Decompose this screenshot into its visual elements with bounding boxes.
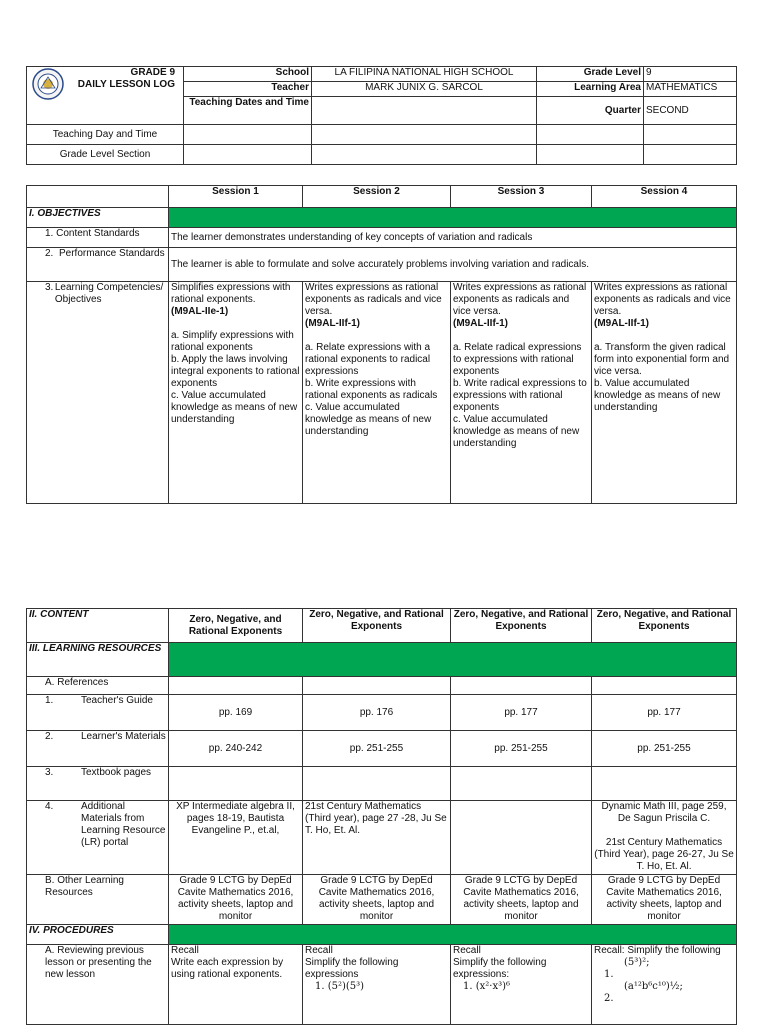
teacher-value: MARK JUNIX G. SARCOL: [312, 82, 537, 97]
objectives-table: Session 1 Session 2 Session 3 Session 4 I. OBJECTIVES 1. Content Standards The learner demonstrates understanding of key concepts of variation and radicals 2. Performance Standards The learner is able to formulate and solve accurately problems involving variation and radicals. 3. Learning Competencies/ Objectives Simplifies expressions with rational exponents. (M9AL-IIe-1) a. Simplify expressions with rational exponents b. Apply the laws involving integral exponents to rational exponents c. Value accumulated knowledge as means of new understanding Writes expressions as rational exponents as radicals and vice versa. (M9AL-IIf-1) a. Relate expressions with a rational exponents to radical expressions b. Write expressions with rational exponents as radicals c. Value accumulated knowledge as means of new understanding Writes expressions as rational exponents as radicals and vice versa. (M9AL-IIf-1) a. Relate radical expressions to expressions with rational exponents b. Write radical expressions to expressions with rational exponents c. Value accumulated knowledge as means of new understanding Writes expressions as rational exponents as radicals and vice versa. (M9AL-IIf-1) a. Transform the given radical form into exponential form and vice versa. b. Value accumulated knowledge as means of new understanding: [26, 185, 737, 504]
other-resources-3: Grade 9 LCTG by DepEd Cavite Mathematics 2016, activity sheets, laptop and monitor: [451, 875, 592, 925]
competencies-session-3: Writes expressions as rational exponents as radicals and vice versa. (M9AL-IIf-1) a. Relate radical expressions to expressions with rational exponents b. Write radical expressions to expressions with rational exponents c. Value accumulated knowledge as means of new understanding: [451, 282, 592, 504]
lm-value-4: pp. 251-255: [592, 731, 737, 767]
content-heading: II. CONTENT: [27, 609, 169, 643]
session-1-header: Session 1: [169, 186, 303, 208]
teaching-day-label: Teaching Day and Time: [27, 125, 184, 145]
performance-standards-text: The learner is able to formulate and solve accurately problems involving variation and radicals.: [169, 248, 737, 282]
grade-level-value: 9: [644, 67, 737, 82]
tg-value-4: pp. 177: [592, 695, 737, 731]
review-label: A. Reviewing previous lesson or presenting the new lesson: [27, 945, 169, 1025]
log-title: DAILY LESSON LOG: [77, 79, 175, 90]
objectives-green-band: [169, 208, 737, 228]
teacher-label: Teacher: [184, 82, 312, 97]
other-resources-4: Grade 9 LCTG by DepEd Cavite Mathematics 2016, activity sheets, laptop and monitor: [592, 875, 737, 925]
content-table: II. CONTENT Zero, Negative, and Rational Exponents Zero, Negative, and Rational Exponents Zero, Negative, and Rational Exponents Zero, Negative, and Rational Exponents III. LEARNING RESOURCES A. References 1. Teacher's Guide pp. 169 pp. 176 pp. 177 pp. 177 2. Learner's Materials pp. 240-242 pp. 251-255 pp. 251-255 pp. 251-255 3. Textbook pages 4. Additional Materials from Learning Resource (LR) portal XP Intermediate algebra II, pages 18-19, Bautista Evangeline P., et.al, 21st Century Mathematics (Third year), page 27 -28, Ju Se T. Ho, Et. Al. Dynamic Math III, page 259, De Sagun Priscila C. 21st Century Mathematics (Third Year), page 26-27, Ju Se T. Ho, Et. Al. B. Other Learning Resources Grade 9 LCTG by DepEd Cavite Mathematics 2016, activity sheets, laptop and monitor Grade 9 LCTG by DepEd Cavite Mathematics 2016, activity sheets, laptop and monitor Grade 9 LCTG by DepEd Cavite Mathematics 2016, activity sheets, laptop and monitor Grade 9 LCTG by DepEd Cavite Mathematics 2016, activity sheets, laptop and monitor IV. PROCEDURES A. Reviewing previous lesson or presenting the new lesson Recall Write each expression by using rational exponents. Recall Simplify the following expressions 1. (5²)(5³) Recall Simplify the following expressions: 1. (x²·x³)⁶ Recall: Simplify the following (5³)²; 1. (a¹²b⁶c¹⁰)½; 2.: [26, 608, 737, 1025]
lm-value-2: pp. 251-255: [303, 731, 451, 767]
additional-materials-label: Additional Materials from Learning Resource (LR) portal: [81, 801, 166, 848]
content-title-4: Zero, Negative, and Rational Exponents: [592, 609, 737, 643]
review-session-2: Recall Simplify the following expressions 1. (5²)(5³): [303, 945, 451, 1025]
quarter-label: Quarter: [537, 97, 644, 125]
tg-value-1: pp. 169: [169, 695, 303, 731]
competencies-session-2: Writes expressions as rational exponents as radicals and vice versa. (M9AL-IIf-1) a. Relate expressions with a rational exponents to radical expressions b. Write expressions with rational exponents as radicals c. Value accumulated knowledge as means of new understanding: [303, 282, 451, 504]
session-2-header: Session 2: [303, 186, 451, 208]
school-value: LA FILIPINA NATIONAL HIGH SCHOOL: [312, 67, 537, 82]
header-table: [26, 66, 737, 165]
content-title-2: Zero, Negative, and Rational Exponents: [303, 609, 451, 643]
lm-value-3: pp. 251-255: [451, 731, 592, 767]
grade-level-label: Grade Level: [537, 67, 644, 82]
procedures-green-band: [169, 925, 737, 945]
grade-title: GRADE 9: [130, 67, 175, 78]
resources-heading: III. LEARNING RESOURCES: [27, 643, 169, 677]
tg-value-3: pp. 177: [451, 695, 592, 731]
competencies-session-1: Simplifies expressions with rational exponents. (M9AL-IIe-1) a. Simplify expressions with rational exponents b. Apply the laws involving integral exponents to rational exponents c. Value accumulated knowledge as means of new understanding: [169, 282, 303, 504]
additional-materials-2: 21st Century Mathematics (Third year), page 27 -28, Ju Se T. Ho, Et. Al.: [303, 801, 451, 875]
teachers-guide-label: Teacher's Guide: [81, 695, 153, 706]
section-label: Grade Level Section: [27, 145, 184, 165]
tg-value-2: pp. 176: [303, 695, 451, 731]
teaching-dates-value: [312, 97, 537, 125]
session-4-header: Session 4: [592, 186, 737, 208]
content-standards-text: The learner demonstrates understanding of key concepts of variation and radicals: [169, 228, 737, 248]
resources-green-band: [169, 643, 737, 677]
content-title-3: Zero, Negative, and Rational Exponents: [451, 609, 592, 643]
school-label: School: [184, 67, 312, 82]
performance-standards-label: Performance Standards: [59, 248, 165, 259]
learners-materials-label: Learner's Materials: [81, 731, 166, 742]
additional-materials-4: Dynamic Math III, page 259, De Sagun Priscila C. 21st Century Mathematics (Third Year), page 26-27, Ju Se T. Ho, Et. Al.: [592, 801, 737, 875]
objectives-heading: I. OBJECTIVES: [27, 208, 169, 228]
learning-area-label: Learning Area: [537, 82, 644, 97]
teaching-dates-label: Teaching Dates and Time: [184, 97, 312, 125]
other-resources-2: Grade 9 LCTG by DepEd Cavite Mathematics 2016, activity sheets, laptop and monitor: [303, 875, 451, 925]
other-resources-1: Grade 9 LCTG by DepEd Cavite Mathematics 2016, activity sheets, laptop and monitor: [169, 875, 303, 925]
learning-area-value: MATHEMATICS: [644, 82, 737, 97]
review-session-1: Recall Write each expression by using rational exponents.: [169, 945, 303, 1025]
competencies-session-4: Writes expressions as rational exponents as radicals and vice versa. (M9AL-IIf-1) a. Transform the given radical form into exponential form and vice versa. b. Value accumulated knowledge as means of new understanding: [592, 282, 737, 504]
review-session-4: Recall: Simplify the following (5³)²; 1. (a¹²b⁶c¹⁰)½; 2.: [592, 945, 737, 1025]
content-standards-label: 1. Content Standards: [27, 228, 169, 248]
references-label: A. References: [27, 677, 169, 695]
additional-materials-1: XP Intermediate algebra II, pages 18-19, Bautista Evangeline P., et.al,: [169, 801, 303, 875]
quarter-value: SECOND: [644, 97, 737, 125]
review-session-3: Recall Simplify the following expressions: 1. (x²·x³)⁶: [451, 945, 592, 1025]
procedures-heading: IV. PROCEDURES: [27, 925, 169, 945]
other-resources-label: B. Other Learning Resources: [27, 875, 169, 925]
competencies-label: Learning Competencies/ Objectives: [54, 282, 164, 305]
content-title-1: Zero, Negative, and Rational Exponents: [169, 609, 303, 643]
textbook-pages-label: Textbook pages: [81, 767, 152, 778]
session-3-header: Session 3: [451, 186, 592, 208]
lm-value-1: pp. 240-242: [169, 731, 303, 767]
